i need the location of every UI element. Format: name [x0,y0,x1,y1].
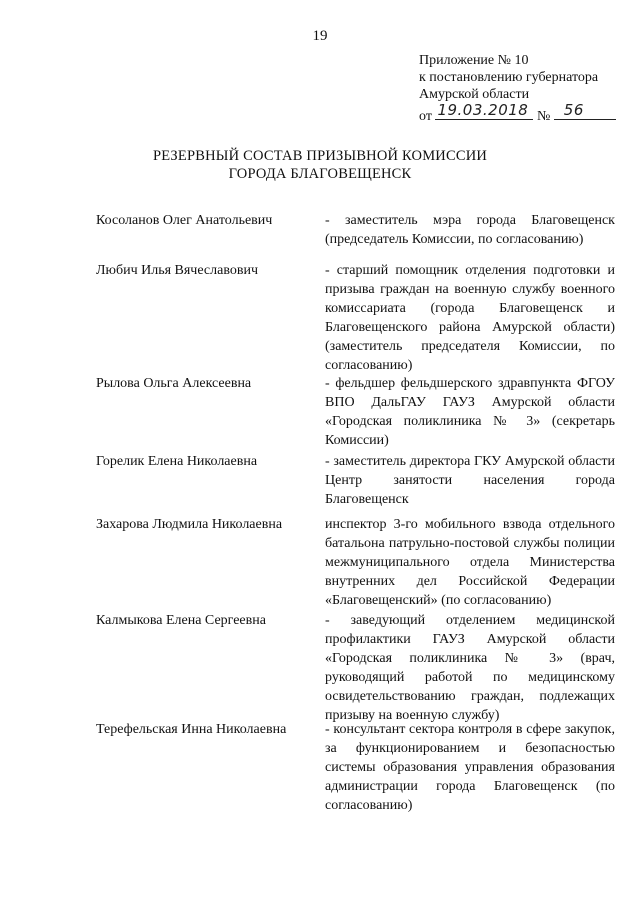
member-name: Калмыкова Елена Сергеевна [96,613,266,628]
handwritten-number: 56 [563,101,584,119]
member-role: - консультант сектора контроля в сфере закупок, за функционированием и безопасностью системы образования управления образования администрации города Благовещенск (по согласованию) [325,722,615,813]
member-role: инспектор 3-го мобильного взвода отдельного батальона патрульно-постовой службы полиции межмуниципального отдела Министерства внутренних дел Российской Федерации «Благовещенский» (по согласованию) [325,517,615,608]
number-prefix: № [536,109,551,124]
member-role: - заместитель директора ГКУ Амурской области Центр занятости населения города Благовещенск [325,454,615,507]
member-role: - фельдшер фельдшерского здравпункта ФГОУ ВПО ДальГАУ ГАУЗ Амурской области «Городская поликлиника № 3» (секретарь Комиссии) [325,376,615,448]
appendix-title: Приложение № 10 [419,53,529,68]
page-number: 19 [312,28,328,44]
member-role: - заведующий отделением медицинской профилактики ГАУЗ Амурской области «Городская поликлиника № 3» (врач, руководящий работой по медицинскому освидетельствованию граждан, подлежащих призыву на военную службу) [325,613,615,723]
member-name: Любич Илья Вячеславович [96,263,258,278]
title-line-2: ГОРОДА БЛАГОВЕЩЕНСК [228,166,412,182]
handwritten-date: 19.03.2018 [437,101,529,119]
appendix-reference: к постановлению губернатора [419,70,599,85]
member-name: Захарова Людмила Николаевна [96,517,283,532]
date-prefix: от [419,109,432,124]
member-role: - старший помощник отделения подготовки и призыва граждан на военную службу военного комиссариата (города Благовещенск и Благовещенского района Амурской области) (заместитель председателя Комиссии, по согласованию) [325,263,615,373]
member-name: Терефельская Инна Николаевна [96,722,287,737]
title-line-1: РЕЗЕРВНЫЙ СОСТАВ ПРИЗЫВНОЙ КОМИССИИ [152,148,488,164]
appendix-region: Амурской области [419,87,530,102]
member-role: - заместитель мэра города Благовещенск (председатель Комиссии, по согласованию) [325,213,615,247]
member-name: Рылова Ольга Алексеевна [96,376,252,391]
member-name: Горелик Елена Николаевна [96,454,258,469]
member-name: Косоланов Олег Анатольевич [96,213,273,228]
